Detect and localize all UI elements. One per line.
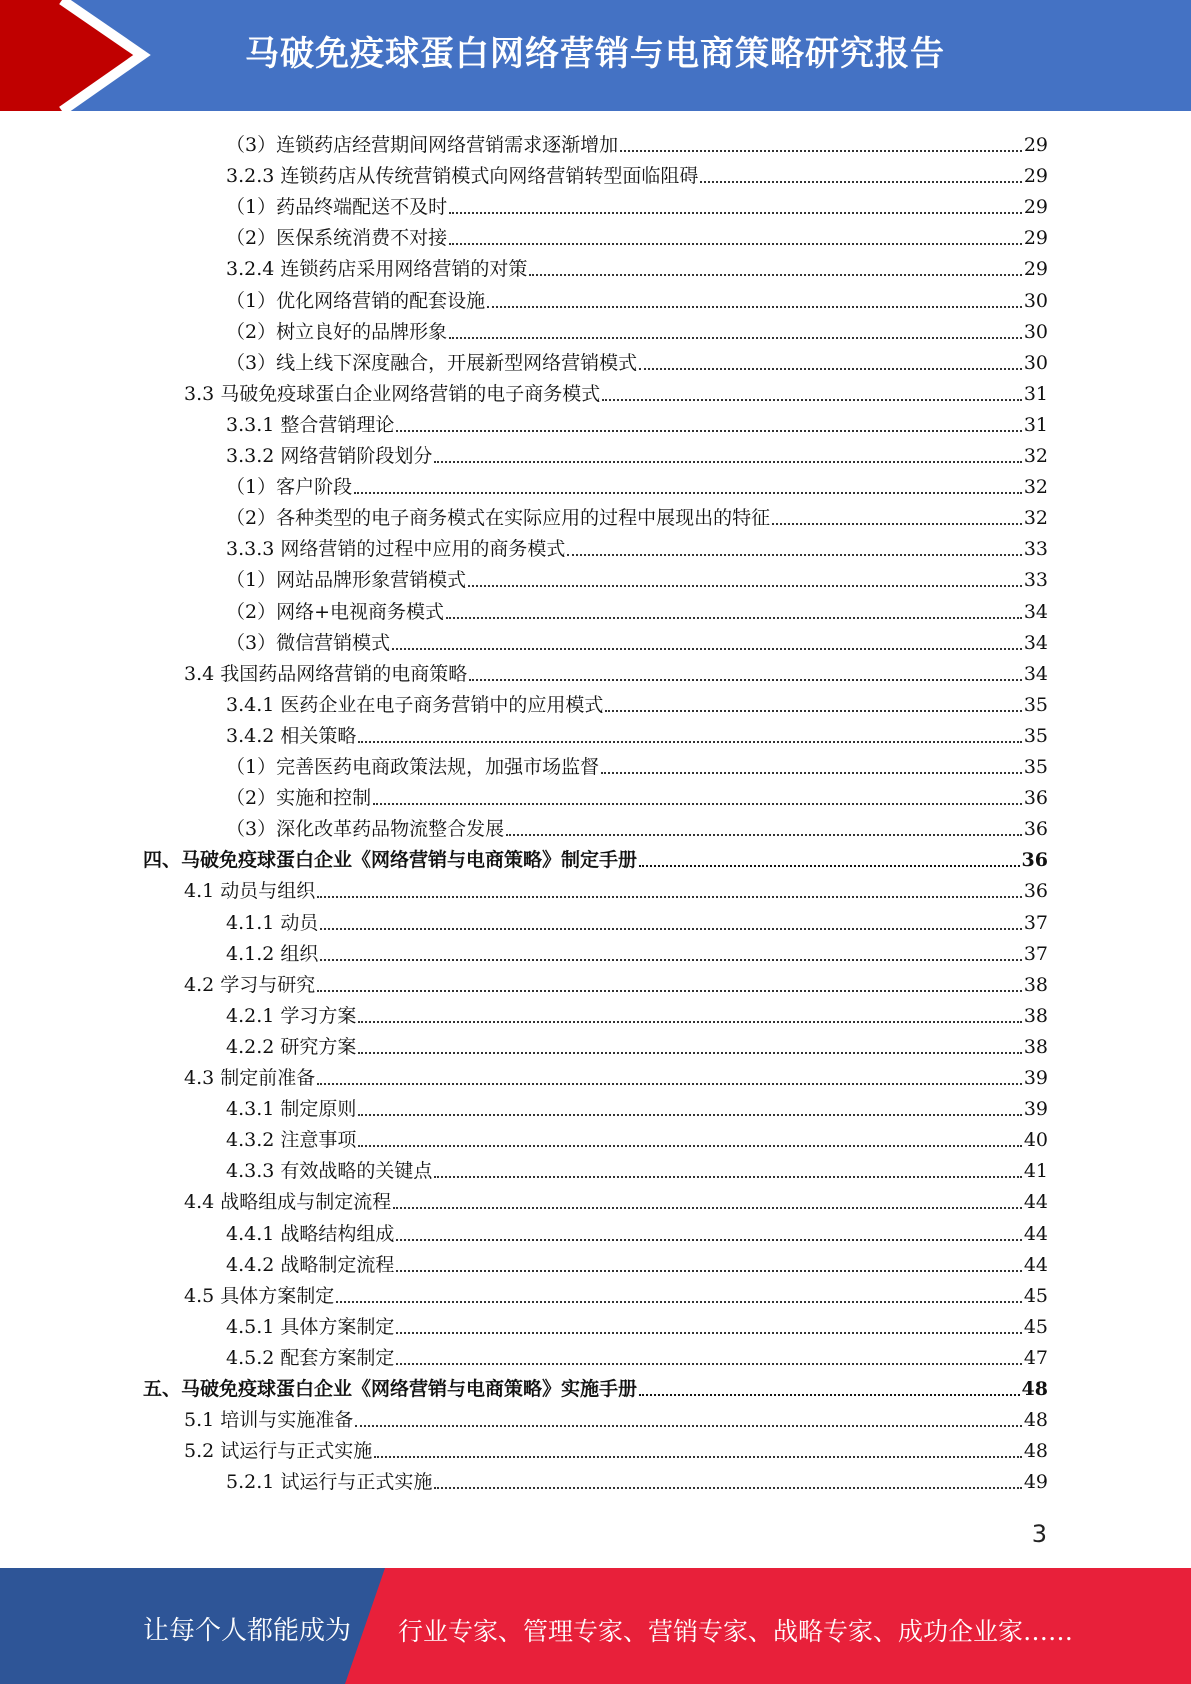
toc-entry-page: 38 [1023, 1005, 1048, 1027]
toc-entry-page: 45 [1023, 1316, 1048, 1338]
toc-entry[interactable] [226, 313, 1048, 344]
toc-entry[interactable] [226, 157, 1048, 188]
page-footer [0, 1568, 1191, 1684]
toc-entry-page: 29 [1023, 196, 1048, 218]
toc-dot-leader [639, 1394, 1020, 1396]
toc-dot-leader [358, 741, 1021, 743]
toc-entry-page: 35 [1023, 756, 1048, 778]
toc-entry[interactable] [226, 624, 1048, 655]
toc-entry-page: 37 [1023, 912, 1048, 934]
toc-entry[interactable] [226, 1028, 1048, 1059]
toc-entry-page: 47 [1023, 1347, 1048, 1369]
toc-entry[interactable] [226, 748, 1048, 779]
toc-dot-leader [700, 181, 1021, 183]
toc-dot-leader [506, 834, 1022, 836]
toc-entry-page: 30 [1023, 352, 1048, 374]
toc-entry[interactable] [226, 344, 1048, 375]
toc-entry-page: 34 [1023, 601, 1048, 623]
toc-entry-label: 3.3 马破免疫球蛋白企业网络营销的电子商务模式 [184, 383, 601, 405]
toc-dot-leader [393, 1207, 1022, 1209]
toc-dot-leader [396, 1332, 1021, 1334]
toc-entry[interactable] [226, 997, 1048, 1028]
toc-dot-leader [567, 554, 1021, 556]
toc-entry-page: 41 [1023, 1160, 1048, 1182]
toc-entry[interactable] [184, 1401, 1048, 1432]
toc-entry-page: 29 [1023, 134, 1048, 156]
toc-entry-page: 36 [1023, 787, 1048, 809]
toc-entry-label: （1）药品终端配送不及时 [226, 196, 448, 218]
toc-entry-label: 5.1 培训与实施准备 [184, 1409, 354, 1431]
toc-dot-leader [529, 274, 1021, 276]
toc-dot-leader [358, 1052, 1021, 1054]
toc-entry-page: 32 [1023, 476, 1048, 498]
toc-entry-label: 4.1.2 组织 [226, 943, 319, 965]
toc-entry-page: 31 [1023, 414, 1048, 436]
toc-dot-leader [446, 617, 1022, 619]
toc-dot-leader [468, 585, 1022, 587]
footer-slogan-left: 让每个人都能成为 [143, 1616, 352, 1646]
toc-entry-page: 34 [1023, 663, 1048, 685]
toc-dot-leader [639, 368, 1022, 370]
toc-dot-leader [336, 1301, 1022, 1303]
toc-entry[interactable] [226, 935, 1048, 966]
toc-entry-page: 38 [1023, 1036, 1048, 1058]
toc-entry-page: 30 [1023, 321, 1048, 343]
toc-entry-label: 3.3.3 网络营销的过程中应用的商务模式 [226, 538, 566, 560]
toc-entry-label: （2）实施和控制 [226, 787, 372, 809]
toc-entry-label: 5.2.1 试运行与正式实施 [226, 1471, 433, 1493]
toc-entry[interactable] [226, 1463, 1048, 1494]
toc-dot-leader [392, 648, 1022, 650]
toc-dot-leader [396, 1270, 1021, 1272]
toc-entry-page: 39 [1023, 1098, 1048, 1120]
toc-entry-label: （1）网站品牌形象营销模式 [226, 569, 467, 591]
toc-entry-label: 4.4.2 战略制定流程 [226, 1254, 395, 1276]
toc-dot-leader [487, 306, 1022, 308]
toc-entry-label: 3.4.1 医药企业在电子商务营销中的应用模式 [226, 694, 604, 716]
toc-entry[interactable] [226, 717, 1048, 748]
toc-entry-label: 4.5.1 具体方案制定 [226, 1316, 395, 1338]
toc-entry[interactable] [226, 219, 1048, 250]
toc-entry-page: 35 [1023, 694, 1048, 716]
toc-entry-page: 36 [1023, 818, 1048, 840]
report-title: 马破免疫球蛋白网络营销与电商策略研究报告 [245, 34, 945, 74]
toc-dot-leader [772, 523, 1022, 525]
toc-entry-page: 36 [1023, 880, 1048, 902]
toc-entry-label: 五、马破免疫球蛋白企业《网络营销与电商策略》实施手册 [143, 1378, 638, 1400]
toc-entry-page: 48 [1021, 1378, 1048, 1400]
toc-dot-leader [601, 772, 1022, 774]
toc-entry-page: 39 [1023, 1067, 1048, 1089]
toc-entry[interactable] [226, 1339, 1048, 1370]
toc-entry[interactable] [226, 250, 1048, 281]
toc-entry-label: 四、马破免疫球蛋白企业《网络营销与电商策略》制定手册 [143, 849, 638, 871]
toc-dot-leader [396, 430, 1021, 432]
toc-entry-page: 45 [1023, 1285, 1048, 1307]
toc-entry[interactable] [226, 188, 1048, 219]
toc-entry[interactable] [226, 904, 1048, 935]
toc-entry[interactable] [184, 375, 1048, 406]
toc-entry-label: （2）各种类型的电子商务模式在实际应用的过程中展现出的特征 [226, 507, 771, 529]
toc-dot-leader [449, 337, 1022, 339]
toc-entry[interactable] [184, 1183, 1048, 1214]
toc-entry-label: 4.3 制定前准备 [184, 1067, 316, 1089]
toc-entry-label: 3.2.4 连锁药店采用网络营销的对策 [226, 258, 528, 280]
toc-entry-label: 4.5.2 配套方案制定 [226, 1347, 395, 1369]
toc-entry[interactable] [143, 1370, 1048, 1401]
toc-entry-label: 4.1.1 动员 [226, 912, 319, 934]
toc-dot-leader [396, 1239, 1021, 1241]
footer-slogan-right: 行业专家、管理专家、营销专家、战略专家、成功企业家…… [398, 1617, 1074, 1646]
toc-dot-leader [374, 1456, 1022, 1458]
toc-entry-label: （2）网络+电视商务模式 [226, 601, 445, 623]
toc-entry[interactable] [226, 499, 1048, 530]
toc-entry-label: （3）微信营销模式 [226, 632, 391, 654]
toc-dot-leader [434, 1487, 1021, 1489]
toc-entry[interactable] [226, 1152, 1048, 1183]
toc-entry-label: 4.4 战略组成与制定流程 [184, 1191, 392, 1213]
toc-entry[interactable] [184, 1059, 1048, 1090]
toc-entry-page: 32 [1023, 507, 1048, 529]
page-header [0, 0, 1191, 111]
toc-entry-page: 38 [1023, 974, 1048, 996]
toc-dot-leader [639, 865, 1020, 867]
toc-entry-label: 4.2 学习与研究 [184, 974, 316, 996]
toc-entry[interactable] [226, 1215, 1048, 1246]
toc-entry-label: 4.5 具体方案制定 [184, 1285, 335, 1307]
toc-entry-label: 3.3.1 整合营销理论 [226, 414, 395, 436]
toc-entry-label: （3）深化改革药品物流整合发展 [226, 818, 505, 840]
toc-dot-leader [434, 1176, 1021, 1178]
toc-entry-label: （1）客户阶段 [226, 476, 353, 498]
toc-entry[interactable] [184, 966, 1048, 997]
toc-entry[interactable] [143, 841, 1048, 872]
toc-entry-label: 4.2.2 研究方案 [226, 1036, 357, 1058]
toc-entry[interactable] [226, 1246, 1048, 1277]
toc-entry-label: 3.4 我国药品网络营销的电商策略 [184, 663, 468, 685]
toc-entry-label: 4.3.2 注意事项 [226, 1129, 357, 1151]
toc-entry[interactable] [226, 282, 1048, 313]
toc-dot-leader [320, 928, 1021, 930]
toc-entry-page: 30 [1023, 290, 1048, 312]
toc-dot-leader [434, 461, 1021, 463]
toc-dot-leader [469, 679, 1022, 681]
toc-entry-page: 31 [1023, 383, 1048, 405]
toc-entry-page: 37 [1023, 943, 1048, 965]
toc-entry[interactable] [226, 1090, 1048, 1121]
toc-entry[interactable] [226, 468, 1048, 499]
toc-dot-leader [602, 399, 1022, 401]
toc-dot-leader [354, 492, 1022, 494]
toc-entry[interactable] [226, 561, 1048, 592]
toc-dot-leader [317, 896, 1022, 898]
toc-dot-leader [320, 959, 1021, 961]
toc-entry-label: 3.2.3 连锁药店从传统营销模式向网络营销转型面临阻碍 [226, 165, 699, 187]
toc-dot-leader [317, 1083, 1022, 1085]
toc-entry-page: 49 [1023, 1471, 1048, 1493]
toc-entry-page: 44 [1023, 1191, 1048, 1213]
toc-entry-label: （2）医保系统消费不对接 [226, 227, 448, 249]
toc-entry[interactable] [226, 686, 1048, 717]
toc-entry-page: 36 [1021, 849, 1048, 871]
toc-entry-label: 3.4.2 相关策略 [226, 725, 357, 747]
toc-entry[interactable] [226, 406, 1048, 437]
toc-entry-page: 40 [1023, 1129, 1048, 1151]
toc-entry[interactable] [184, 1277, 1048, 1308]
toc-entry-page: 34 [1023, 632, 1048, 654]
toc-entry-label: （1）优化网络营销的配套设施 [226, 290, 486, 312]
toc-entry-page: 33 [1023, 569, 1048, 591]
toc-dot-leader [605, 710, 1021, 712]
toc-entry[interactable] [226, 593, 1048, 624]
toc-entry-label: 4.3.1 制定原则 [226, 1098, 357, 1120]
toc-entry[interactable] [184, 655, 1048, 686]
toc-entry-label: 4.2.1 学习方案 [226, 1005, 357, 1027]
toc-entry-page: 29 [1023, 227, 1048, 249]
toc-entry-label: （3）连锁药店经营期间网络营销需求逐渐增加 [226, 134, 619, 156]
toc-dot-leader [358, 1145, 1021, 1147]
toc-entry[interactable] [226, 810, 1048, 841]
toc-entry[interactable] [226, 126, 1048, 157]
toc-dot-leader [355, 1425, 1022, 1427]
toc-entry[interactable] [184, 872, 1048, 903]
toc-entry[interactable] [184, 1432, 1048, 1463]
toc-entry[interactable] [226, 1308, 1048, 1339]
toc-dot-leader [396, 1363, 1021, 1365]
toc-entry-label: 4.4.1 战略结构组成 [226, 1223, 395, 1245]
toc-entry[interactable] [226, 1121, 1048, 1152]
toc-dot-leader [449, 243, 1022, 245]
toc-entry-label: （1）完善医药电商政策法规，加强市场监督 [226, 756, 600, 778]
toc-entry[interactable] [226, 437, 1048, 468]
toc-entry-page: 33 [1023, 538, 1048, 560]
toc-entry-label: 4.3.3 有效战略的关键点 [226, 1160, 433, 1182]
toc-entry-page: 44 [1023, 1254, 1048, 1276]
toc-entry-label: （2）树立良好的品牌形象 [226, 321, 448, 343]
toc-entry-label: （3）线上线下深度融合，开展新型网络营销模式 [226, 352, 638, 374]
toc-entry-label: 5.2 试运行与正式实施 [184, 1440, 373, 1462]
toc-dot-leader [317, 990, 1022, 992]
toc-dot-leader [358, 1021, 1021, 1023]
toc-entry-page: 35 [1023, 725, 1048, 747]
toc-entry-page: 44 [1023, 1223, 1048, 1245]
page-number: 3 [1031, 1520, 1047, 1548]
toc-entry-label: 3.3.2 网络营销阶段划分 [226, 445, 433, 467]
toc-entry-page: 48 [1023, 1409, 1048, 1431]
toc-dot-leader [358, 1114, 1021, 1116]
toc-dot-leader [373, 803, 1022, 805]
toc-dot-leader [449, 212, 1022, 214]
toc-dot-leader [620, 150, 1022, 152]
toc-entry-page: 48 [1023, 1440, 1048, 1462]
toc-entry-label: 4.1 动员与组织 [184, 880, 316, 902]
toc-entry-page: 29 [1023, 165, 1048, 187]
toc-entry-page: 29 [1023, 258, 1048, 280]
toc-entry[interactable] [226, 530, 1048, 561]
toc-entry-page: 32 [1023, 445, 1048, 467]
toc-entry[interactable] [226, 779, 1048, 810]
